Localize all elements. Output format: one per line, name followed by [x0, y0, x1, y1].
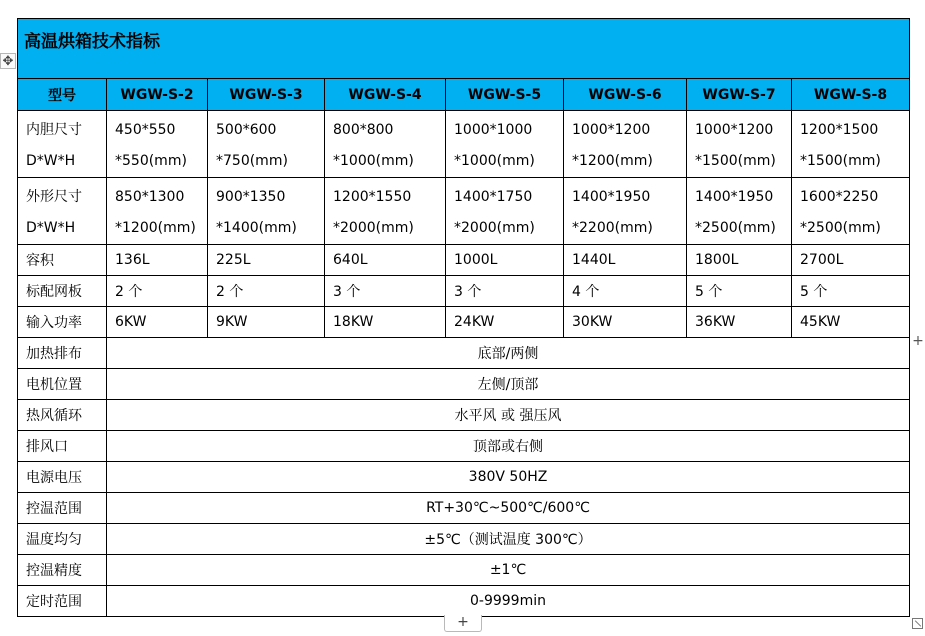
cell-line: *2000(mm)	[454, 220, 535, 236]
table-cell[interactable]: 36KW	[687, 307, 792, 338]
cell-line: 1400*1950	[572, 189, 651, 205]
table-cell[interactable]: 1800L	[687, 245, 792, 276]
motor-position-row	[18, 369, 910, 400]
cell-line: *2500(mm)	[695, 220, 776, 236]
table-cell[interactable]: 4 个	[564, 276, 687, 307]
table-cell[interactable]	[687, 111, 792, 178]
header-cell[interactable]: WGW-S-6	[564, 79, 687, 111]
row-label[interactable]: 容积	[18, 245, 107, 276]
table-cell[interactable]: 30KW	[564, 307, 687, 338]
table-title[interactable]: 高温烘箱技术指标	[18, 19, 910, 79]
table-cell[interactable]: 225L	[208, 245, 325, 276]
merged-cell[interactable]: 底部/两侧	[107, 338, 910, 369]
merged-cell[interactable]: 顶部或右侧	[107, 431, 910, 462]
table-cell[interactable]: 1440L	[564, 245, 687, 276]
cell-line: 1200*1500	[800, 122, 879, 138]
inner-size-row	[18, 111, 910, 178]
table-cell[interactable]: 640L	[325, 245, 446, 276]
air-circulation-row	[18, 400, 910, 431]
table-cell[interactable]: 136L	[107, 245, 208, 276]
cell-line: 1000*1200	[695, 122, 774, 138]
cell-line: 1400*1950	[695, 189, 774, 205]
cell-line: 850*1300	[115, 189, 185, 205]
row-label[interactable]: 标配网板	[18, 276, 107, 307]
cell-line: *550(mm)	[115, 153, 187, 169]
table-cell[interactable]	[208, 111, 325, 178]
row-label[interactable]: 电源电压	[18, 462, 107, 493]
temp-range-row	[18, 493, 910, 524]
table-cell[interactable]: 3 个	[446, 276, 564, 307]
header-cell[interactable]: WGW-S-7	[687, 79, 792, 111]
table-cell[interactable]: 3 个	[325, 276, 446, 307]
header-row	[18, 79, 910, 111]
table-cell[interactable]	[208, 178, 325, 245]
shelves-row	[18, 276, 910, 307]
table-cell[interactable]: 45KW	[792, 307, 910, 338]
row-label[interactable]: 排风口	[18, 431, 107, 462]
table-cell[interactable]	[325, 111, 446, 178]
table-cell[interactable]	[792, 111, 910, 178]
merged-cell[interactable]: 380V 50HZ	[107, 462, 910, 493]
table-title-row	[18, 19, 910, 79]
cell-line: 1200*1550	[333, 189, 412, 205]
table-cell[interactable]: 9KW	[208, 307, 325, 338]
header-cell[interactable]: WGW-S-8	[792, 79, 910, 111]
cell-line: 900*1350	[216, 189, 286, 205]
table-cell[interactable]: 6KW	[107, 307, 208, 338]
table-cell[interactable]	[687, 178, 792, 245]
table-cell[interactable]: 2 个	[107, 276, 208, 307]
cell-line: 800*800	[333, 122, 394, 138]
cell-line: *1000(mm)	[454, 153, 535, 169]
merged-cell[interactable]: 0-9999min	[107, 586, 910, 617]
table-move-handle-icon[interactable]: ✥	[0, 53, 16, 69]
merged-cell[interactable]: ±5℃（测试温度 300℃）	[107, 524, 910, 555]
timer-range-row	[18, 586, 910, 617]
table-cell[interactable]	[107, 178, 208, 245]
table-cell[interactable]	[792, 178, 910, 245]
table-cell[interactable]: 1000L	[446, 245, 564, 276]
table-cell[interactable]	[564, 111, 687, 178]
table-cell[interactable]: 18KW	[325, 307, 446, 338]
cell-line: 500*600	[216, 122, 277, 138]
power-row	[18, 307, 910, 338]
merged-cell[interactable]: ±1℃	[107, 555, 910, 586]
header-cell[interactable]: WGW-S-3	[208, 79, 325, 111]
header-cell[interactable]: WGW-S-2	[107, 79, 208, 111]
table-cell[interactable]	[107, 111, 208, 178]
add-column-icon[interactable]: +	[912, 333, 924, 349]
header-cell[interactable]: WGW-S-4	[325, 79, 446, 111]
merged-cell[interactable]: 左侧/顶部	[107, 369, 910, 400]
temp-uniformity-row	[18, 524, 910, 555]
cell-line: 1000*1000	[454, 122, 533, 138]
cell-line: 1000*1200	[572, 122, 651, 138]
row-label[interactable]: 输入功率	[18, 307, 107, 338]
exhaust-row	[18, 431, 910, 462]
cell-line: *1400(mm)	[216, 220, 297, 236]
table-cell[interactable]: 5 个	[687, 276, 792, 307]
row-label[interactable]: 热风循环	[18, 400, 107, 431]
table-cell[interactable]	[325, 178, 446, 245]
outer-size-row	[18, 178, 910, 245]
cell-line: *1200(mm)	[115, 220, 196, 236]
spec-table	[17, 18, 910, 617]
row-label: 内胆尺寸	[26, 122, 82, 138]
row-label: 外形尺寸	[26, 189, 82, 205]
row-label-cell[interactable]	[18, 178, 107, 245]
cell-line: 450*550	[115, 122, 176, 138]
table-cell[interactable]: 2700L	[792, 245, 910, 276]
merged-cell[interactable]: 水平风 或 强压风	[107, 400, 910, 431]
cell-line: *2500(mm)	[800, 220, 881, 236]
cell-line: *2000(mm)	[333, 220, 414, 236]
cell-line: *2200(mm)	[572, 220, 653, 236]
table-cell[interactable]	[564, 178, 687, 245]
table-resize-icon[interactable]	[912, 618, 923, 629]
cell-line: *1200(mm)	[572, 153, 653, 169]
table-cell[interactable]: 24KW	[446, 307, 564, 338]
cell-line: *1500(mm)	[800, 153, 881, 169]
header-cell[interactable]: WGW-S-5	[446, 79, 564, 111]
voltage-row	[18, 462, 910, 493]
row-label[interactable]: 控温范围	[18, 493, 107, 524]
row-label[interactable]: 定时范围	[18, 586, 107, 617]
temp-accuracy-row	[18, 555, 910, 586]
row-label[interactable]: 电机位置	[18, 369, 107, 400]
cell-line: *1500(mm)	[695, 153, 776, 169]
add-row-icon[interactable]: +	[444, 615, 482, 632]
merged-cell[interactable]: RT+30℃~500℃/600℃	[107, 493, 910, 524]
volume-row	[18, 245, 910, 276]
row-label[interactable]: 控温精度	[18, 555, 107, 586]
cell-line: *750(mm)	[216, 153, 288, 169]
cell-line: 1600*2250	[800, 189, 879, 205]
table-cell[interactable]: 5 个	[792, 276, 910, 307]
table-cell[interactable]	[446, 111, 564, 178]
heating-layout-row	[18, 338, 910, 369]
table-cell[interactable]	[446, 178, 564, 245]
cell-line: *1000(mm)	[333, 153, 414, 169]
row-label[interactable]: 加热排布	[18, 338, 107, 369]
row-label-cell[interactable]	[18, 111, 107, 178]
row-label-sub: D*W*H	[26, 220, 76, 236]
header-cell-model[interactable]: 型号	[18, 79, 107, 111]
table-cell[interactable]: 2 个	[208, 276, 325, 307]
row-label-sub: D*W*H	[26, 153, 76, 169]
row-label[interactable]: 温度均匀	[18, 524, 107, 555]
cell-line: 1400*1750	[454, 189, 533, 205]
